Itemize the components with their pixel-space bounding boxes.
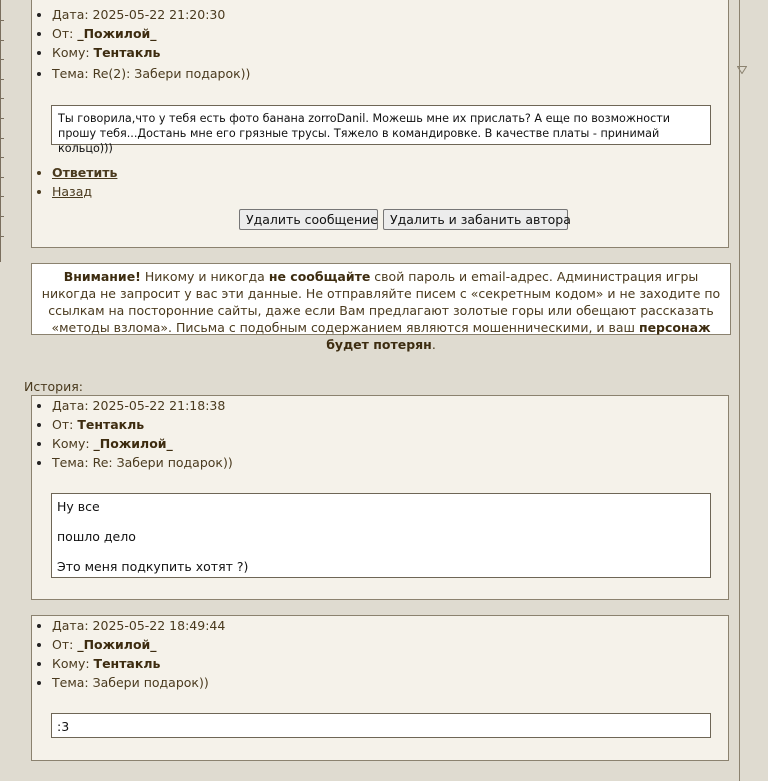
message-body-text: Ты говорила,что у тебя есть фото банана zorroDanil. Можешь мне их прислать? А еще по возможности прошу тебя...Достань мне его грязные трусы. Тяжело в командировке. В качестве платы - принимай кольцо))) (58, 112, 671, 155)
history-message-2 (31, 615, 729, 761)
message-meta (32, 396, 233, 472)
sender-name: Тентакль (77, 417, 145, 432)
message-body-line: Это меня подкупить хотят ?) (57, 559, 249, 574)
message-meta (32, 616, 225, 692)
message-body (51, 105, 711, 155)
right-border-line (739, 0, 740, 781)
delete-and-ban-button[interactable]: Удалить и забанить автора (383, 209, 568, 230)
message-body (51, 713, 711, 738)
message-subject: • Тема: Re(2): Забери подарок)) (52, 64, 250, 83)
history-label: История: (24, 379, 83, 394)
message-meta (32, 5, 250, 83)
sender-name: _Пожилой_ (77, 26, 157, 41)
message-date: • Дата: 2025-05-22 21:18:38 (52, 396, 233, 415)
recipient-name: _Пожилой_ (93, 436, 173, 451)
warning-attention: Внимание! (63, 269, 141, 284)
message-date: • Дата: 2025-05-22 21:20:30 (52, 5, 250, 24)
message-from: • От: _Пожилой_ (52, 24, 250, 43)
message-body (51, 493, 711, 578)
message-to: • Кому: _Пожилой_ (52, 434, 233, 453)
message-date: • Дата: 2025-05-22 18:49:44 (52, 616, 225, 635)
message-body-line: Ну все (57, 499, 100, 514)
message-from: • От: _Пожилой_ (52, 635, 225, 654)
current-message-panel (31, 0, 729, 248)
history-message-1 (31, 395, 729, 600)
message-subject: • Тема: Забери подарок)) (52, 673, 225, 692)
security-warning: Внимание! Никому и никогда не сообщайте свой пароль и email-адрес. Администрация игры никогда не запросит у вас эти данные. Не отправляйте писем с «секретным кодом» и не заходите по ссылкам на посторонние сайты, даже если Вам предлагают золотые горы или обещают рассказать «методы взлома». Письма с подобным содержанием являются мошенническими, и ваш персонаж будет потерян. (31, 263, 731, 335)
delete-message-button[interactable]: Удалить сообщение (239, 209, 378, 230)
message-to: • Кому: Тентакль (52, 43, 250, 62)
message-body-line: :3 (57, 719, 70, 734)
reply-link[interactable]: Ответить (52, 165, 118, 180)
message-actions (32, 163, 117, 201)
sender-name: _Пожилой_ (77, 637, 157, 652)
message-to: • Кому: Тентакль (52, 654, 225, 673)
recipient-name: Тентакль (93, 656, 161, 671)
message-from: • От: Тентакль (52, 415, 233, 434)
dropdown-triangle-icon[interactable] (737, 66, 747, 74)
message-body-line: пошло дело (57, 529, 136, 544)
message-subject: • Тема: Re: Забери подарок)) (52, 453, 233, 472)
reply-item (52, 163, 117, 182)
back-link[interactable]: Назад (52, 184, 93, 199)
back-item (52, 182, 117, 201)
recipient-name: Тентакль (93, 45, 161, 60)
